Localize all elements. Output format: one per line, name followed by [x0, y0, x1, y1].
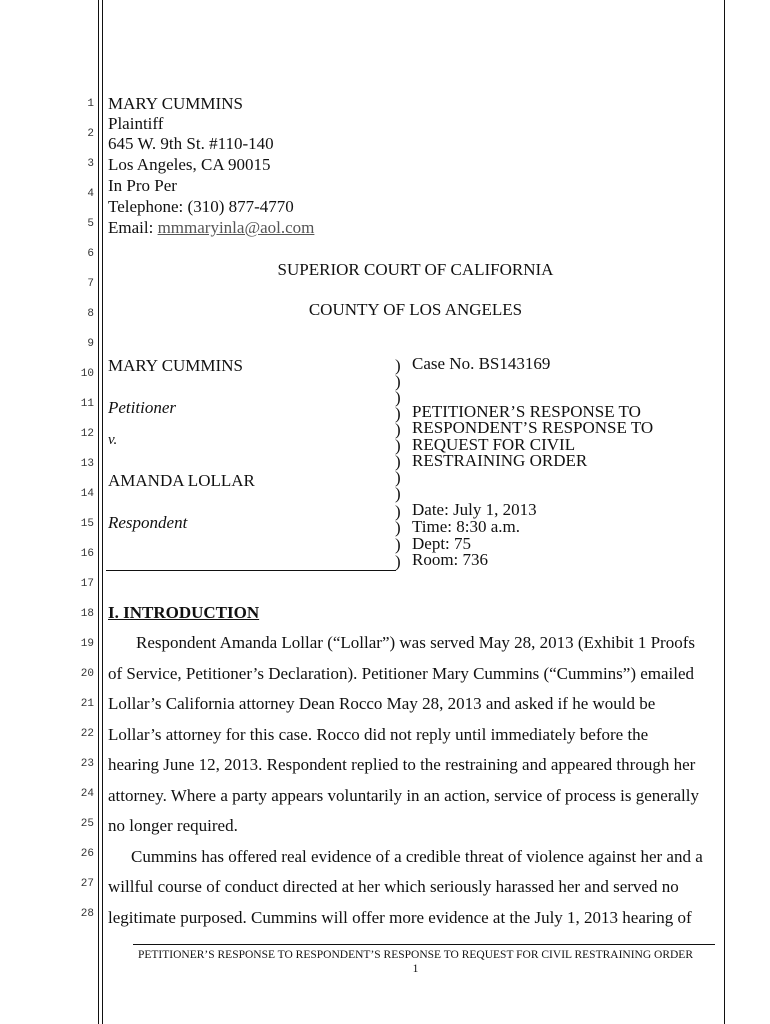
line-number: 24	[80, 788, 94, 800]
left-margin-rule-outer	[98, 0, 99, 1024]
body-line: no longer required.	[108, 816, 238, 835]
case-number: Case No. BS143169	[412, 354, 551, 373]
line-number: 16	[80, 548, 94, 560]
caption-paren: )	[395, 356, 401, 375]
line-number: 5	[87, 218, 94, 230]
document-title-line: RESTRAINING ORDER	[412, 451, 588, 470]
line-number: 20	[80, 668, 94, 680]
line-number: 2	[87, 128, 94, 140]
caption-paren: )	[395, 452, 401, 471]
body-line: Respondent Amanda Lollar (“Lollar”) was served May 28, 2013 (Exhibit 1 Proofs	[136, 633, 695, 652]
email-link[interactable]: mmmaryinla@aol.com	[157, 218, 315, 237]
address-line-1: 645 W. 9th St. #110-140	[108, 134, 274, 153]
caption-paren: )	[395, 518, 401, 537]
body-line: willful course of conduct directed at her which seriously harassed her and served no	[108, 877, 679, 896]
body-line: Lollar’s California attorney Dean Rocco May 28, 2013 and asked if he would be	[108, 694, 656, 713]
caption-paren: )	[395, 484, 401, 503]
caption-paren: )	[395, 388, 401, 407]
court-county: COUNTY OF LOS ANGELES	[308, 300, 523, 319]
document-title-line: PETITIONER’S RESPONSE TO	[412, 402, 641, 421]
line-number: 21	[80, 698, 94, 710]
right-margin-rule	[724, 0, 725, 1024]
line-number: 22	[80, 728, 94, 740]
line-number: 3	[87, 158, 94, 170]
email-line	[108, 218, 314, 238]
line-number: 13	[80, 458, 94, 470]
body-line: attorney. Where a party appears voluntarily in an action, service of process is generally	[108, 786, 699, 805]
line-number: 10	[80, 368, 94, 380]
body-line: legitimate purposed. Cummins will offer more evidence at the July 1, 2013 hearing of	[108, 908, 692, 927]
line-number: 27	[80, 878, 94, 890]
caption-paren: )	[395, 436, 401, 455]
line-number: 28	[80, 908, 94, 920]
caption-paren: )	[395, 468, 401, 487]
footer-rule	[133, 944, 715, 945]
line-number: 19	[80, 638, 94, 650]
line-number: 15	[80, 518, 94, 530]
caption-paren: )	[395, 372, 401, 391]
caption-paren: )	[395, 420, 401, 439]
court-name: SUPERIOR COURT OF CALIFORNIA	[277, 260, 554, 279]
line-number: 9	[87, 338, 94, 350]
filer-name: MARY CUMMINS	[108, 94, 243, 113]
caption-paren: )	[395, 404, 401, 423]
line-number: 26	[80, 848, 94, 860]
respondent-label: Respondent	[108, 513, 188, 532]
hearing-room: Room: 736	[412, 550, 489, 569]
telephone: Telephone: (310) 877-4770	[108, 197, 294, 216]
line-number: 1	[87, 98, 94, 110]
caption-paren: )	[395, 552, 401, 571]
hearing-time: Time: 8:30 a.m.	[412, 517, 520, 536]
caption-paren: )	[395, 535, 401, 554]
filer-role: Plaintiff	[108, 114, 164, 133]
line-number: 8	[87, 308, 94, 320]
line-number: 17	[80, 578, 94, 590]
document-title-line: REQUEST FOR CIVIL	[412, 435, 576, 454]
email-label: Email:	[108, 218, 158, 237]
line-number: 7	[87, 278, 94, 290]
body-line: hearing June 12, 2013. Respondent replied to the restraining and appeared through her	[108, 755, 696, 774]
petitioner-label: Petitioner	[108, 398, 176, 417]
page-number: 1	[412, 963, 419, 975]
caption-paren: )	[395, 502, 401, 521]
line-number: 11	[80, 398, 94, 410]
line-number: 18	[80, 608, 94, 620]
body-line: Cummins has offered real evidence of a credible threat of violence against her and a	[131, 847, 703, 866]
respondent-name: AMANDA LOLLAR	[108, 471, 255, 490]
line-number: 4	[87, 188, 94, 200]
line-number: 14	[80, 488, 94, 500]
document-title-line: RESPONDENT’S RESPONSE TO	[412, 418, 654, 437]
hearing-date: Date: July 1, 2013	[412, 500, 537, 519]
hearing-dept: Dept: 75	[412, 534, 472, 553]
petitioner-name: MARY CUMMINS	[108, 356, 243, 375]
filer-status: In Pro Per	[108, 176, 177, 195]
line-number: 25	[80, 818, 94, 830]
line-number: 6	[87, 248, 94, 260]
address-line-2: Los Angeles, CA 90015	[108, 155, 271, 174]
footer-title: PETITIONER’S RESPONSE TO RESPONDENT’S RESPONSE TO REQUEST FOR CIVIL RESTRAINING ORDER	[137, 949, 694, 961]
body-line: Lollar’s attorney for this case. Rocco did not reply until immediately before the	[108, 725, 649, 744]
versus: v.	[108, 432, 118, 448]
line-number: 12	[80, 428, 94, 440]
caption-rule	[106, 570, 396, 571]
line-number: 23	[80, 758, 94, 770]
body-line: of Service, Petitioner’s Declaration). Petitioner Mary Cummins (“Cummins”) emailed	[108, 664, 695, 683]
section-heading: I. INTRODUCTION	[108, 603, 260, 622]
left-margin-rule-inner	[102, 0, 103, 1024]
